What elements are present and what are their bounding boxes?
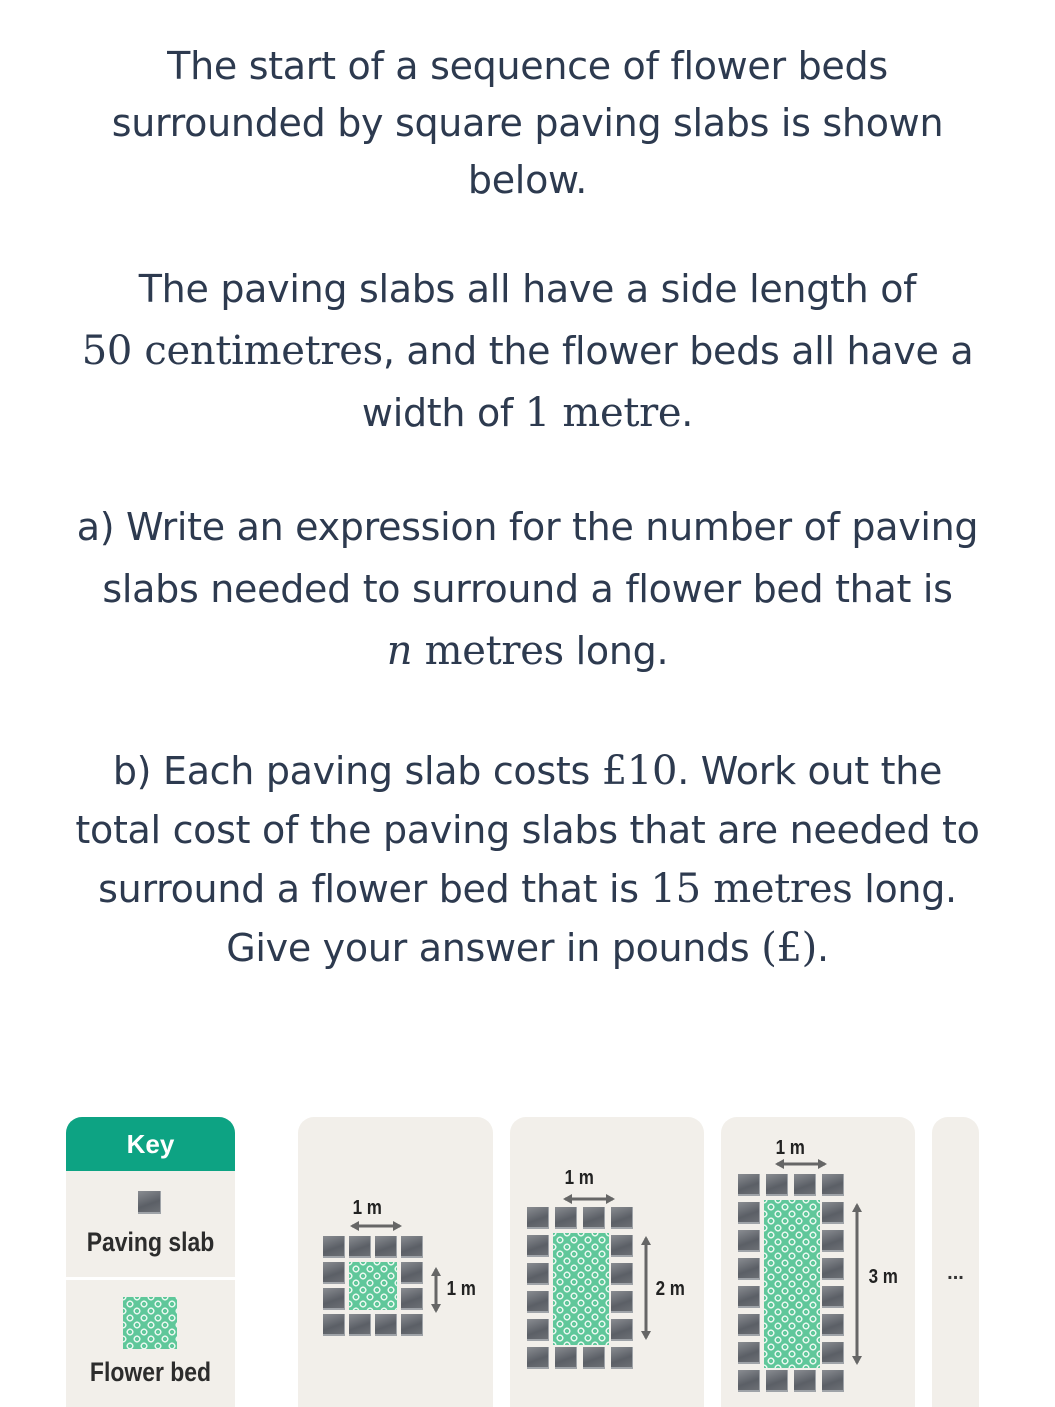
- width-arrow-icon: [563, 1193, 615, 1205]
- paving-slab: [822, 1314, 844, 1336]
- flower-bed: [553, 1233, 609, 1345]
- unit-metres: metres: [412, 628, 564, 674]
- paving-slab: [527, 1235, 549, 1257]
- text: b) Each paving slab costs: [112, 749, 602, 793]
- intro-line: surrounded by square paving slabs is shown: [111, 101, 944, 145]
- currency-symbol: (£): [761, 925, 817, 971]
- paving-slab: [794, 1174, 816, 1196]
- paving-slab: [527, 1347, 549, 1369]
- paving-slab: [738, 1314, 760, 1336]
- figure-1-panel: [298, 1117, 493, 1407]
- paving-slab: [349, 1236, 371, 1258]
- paving-slab: [611, 1263, 633, 1285]
- dimensions-line: [0, 320, 1055, 382]
- ellipsis-icon: ...: [947, 1262, 964, 1284]
- length-label: 3 m: [868, 1266, 898, 1288]
- part-a-line: slabs needed to surround a flower bed that is: [102, 567, 953, 611]
- text: surround a flower bed that is: [98, 867, 651, 911]
- paving-slab: [401, 1314, 423, 1336]
- intro-paragraph: [0, 38, 1055, 209]
- bed-width-value: 1 metre: [524, 390, 682, 436]
- paving-slab: [583, 1347, 605, 1369]
- text: Give your answer in pounds: [226, 926, 762, 970]
- width-label: 1 m: [775, 1137, 805, 1159]
- text: width of: [361, 391, 525, 435]
- paving-slab: [766, 1174, 788, 1196]
- paving-slab: [349, 1314, 371, 1336]
- paving-slab: [527, 1207, 549, 1229]
- text: , and the flower beds all have a: [382, 329, 974, 373]
- paving-slab: [555, 1207, 577, 1229]
- paving-slab: [822, 1202, 844, 1224]
- paving-slab: [583, 1207, 605, 1229]
- paving-slab: [611, 1235, 633, 1257]
- paving-slab: [611, 1291, 633, 1313]
- length-arrow-icon: [640, 1236, 652, 1340]
- paving-slab: [766, 1370, 788, 1392]
- width-label: 1 m: [564, 1167, 594, 1189]
- text: long.: [563, 629, 669, 673]
- paving-slab: [527, 1319, 549, 1341]
- paving-slab: [323, 1288, 345, 1310]
- paving-slab: [738, 1258, 760, 1280]
- length-label: 1 m: [446, 1278, 476, 1300]
- paving-slab: [611, 1207, 633, 1229]
- width-label: 1 m: [352, 1197, 382, 1219]
- dimensions-line: The paving slabs all have a side length of: [138, 267, 917, 311]
- paving-slab: [527, 1263, 549, 1285]
- key-title: Key: [66, 1117, 235, 1171]
- text: long.: [852, 867, 957, 911]
- slab-cost-value: £10: [601, 748, 678, 794]
- bed-length-value: 15 metres: [650, 866, 853, 912]
- paving-slab: [738, 1230, 760, 1252]
- paving-slab: [611, 1347, 633, 1369]
- paving-slab: [323, 1236, 345, 1258]
- paving-slab: [738, 1174, 760, 1196]
- paving-slab: [401, 1262, 423, 1284]
- paving-slab-swatch-icon: [138, 1191, 161, 1214]
- paving-slab: [822, 1258, 844, 1280]
- key-divider: [66, 1277, 235, 1280]
- text: .: [816, 926, 829, 970]
- part-a-paragraph: [0, 496, 1055, 682]
- length-arrow-icon: [430, 1267, 442, 1313]
- paving-slab: [323, 1262, 345, 1284]
- paving-slab: [401, 1288, 423, 1310]
- part-b-line: total cost of the paving slabs that are needed to: [75, 808, 980, 852]
- part-b-line: [0, 742, 1055, 801]
- part-a-line: [0, 620, 1055, 682]
- figure-2-panel: [510, 1117, 704, 1407]
- continuation-panel: [932, 1117, 979, 1407]
- paving-slab: [738, 1342, 760, 1364]
- dimensions-line: [0, 382, 1055, 444]
- paving-slab: [738, 1286, 760, 1308]
- flower-bed: [349, 1262, 397, 1310]
- paving-slab: [822, 1370, 844, 1392]
- intro-line: below.: [467, 158, 588, 202]
- text: . Work out the: [677, 749, 943, 793]
- intro-line: The start of a sequence of flower beds: [167, 44, 888, 88]
- paving-slab: [527, 1291, 549, 1313]
- key-label-flower-bed: Flower bed: [89, 1357, 212, 1387]
- part-b-paragraph: [0, 742, 1055, 978]
- paving-slab: [401, 1236, 423, 1258]
- key-panel: [66, 1117, 235, 1407]
- paving-slab: [822, 1286, 844, 1308]
- length-arrow-icon: [851, 1203, 863, 1365]
- slab-length-value: 50 centimetres: [81, 328, 383, 374]
- paving-slab: [822, 1342, 844, 1364]
- paving-slab: [738, 1202, 760, 1224]
- paving-slab: [822, 1230, 844, 1252]
- paving-slab: [611, 1319, 633, 1341]
- figure-3-panel: [721, 1117, 915, 1407]
- paving-slab: [375, 1314, 397, 1336]
- paving-slab: [738, 1370, 760, 1392]
- width-arrow-icon: [350, 1220, 402, 1232]
- dimensions-paragraph: [0, 258, 1055, 444]
- paving-slab: [822, 1174, 844, 1196]
- paving-slab: [323, 1314, 345, 1336]
- key-label-paving-slab: Paving slab: [86, 1227, 215, 1257]
- part-a-line: a) Write an expression for the number of paving: [76, 505, 979, 549]
- variable-n: n: [386, 628, 413, 674]
- width-arrow-icon: [775, 1158, 827, 1170]
- paving-slab: [375, 1236, 397, 1258]
- paving-slab: [555, 1347, 577, 1369]
- part-b-line: [0, 919, 1055, 978]
- flower-bed: [764, 1200, 820, 1368]
- text: .: [681, 391, 694, 435]
- paving-slab: [794, 1370, 816, 1392]
- flower-bed-swatch-icon: [123, 1297, 177, 1349]
- length-label: 2 m: [655, 1278, 685, 1300]
- part-b-line: [0, 860, 1055, 919]
